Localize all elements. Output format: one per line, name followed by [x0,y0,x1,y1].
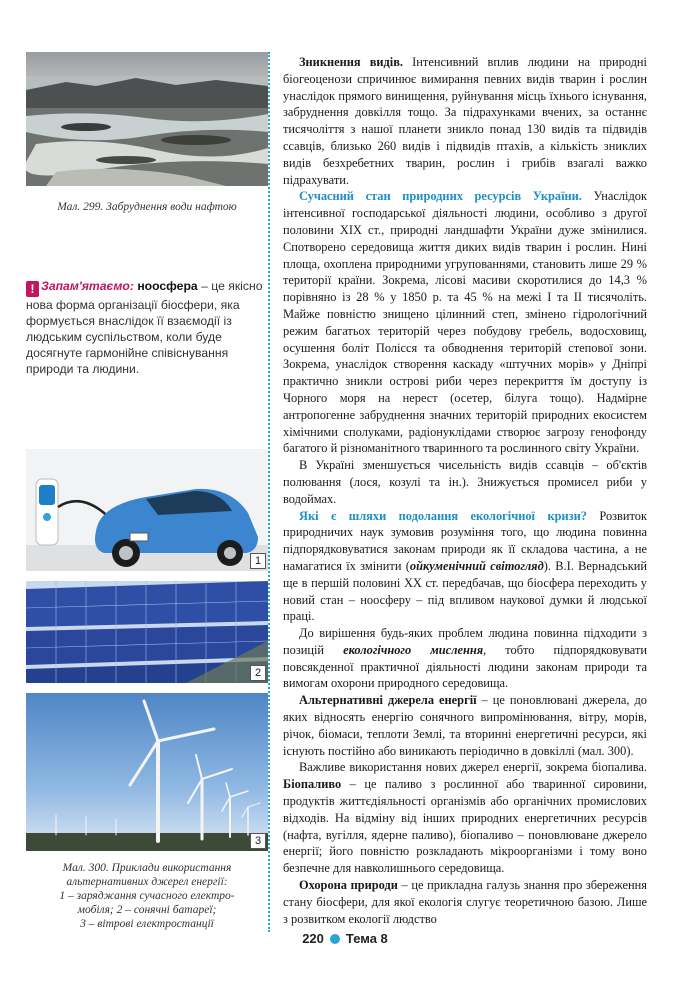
ev-charging-photo [26,449,268,571]
figure-badge-2: 2 [250,665,266,681]
main-text-column [283,54,647,927]
column-divider [268,52,270,932]
paragraph-text: , тобто підпорядковувати повсякденної практичної діяльності людини законам природи та вимогам охорони природного середовища. [283,642,648,691]
caption-line: 3 – вітрові електростанції [80,918,214,930]
paragraph-species-extinction [283,54,647,188]
memo-exclamation-icon: ! [26,281,39,297]
solar-panels-photo [26,581,268,683]
key-term: ойкуменічний світогляд [409,558,544,573]
figure-299-caption: Мал. 299. Забруднення води нафтою [57,201,237,213]
left-column [26,52,268,931]
section-heading: Сучасний стан природних ресурсів України. [299,189,582,204]
footer-dot-icon [330,934,340,944]
paragraph-mammals [283,457,647,507]
paragraph-text: – це поновлювані джерела, до яких відносять енергію сонячного випромінювання, вітру, морів, річок, біомаси, теплоти Землі, та вторинні енергетичні ресурси, які існують постійно або виникають періодично в довкіллі (мал. 300). [283,693,647,758]
paragraph-text: До вирішення будь-яких проблем людина повинна підходити з позицій [283,626,647,657]
paragraph-text: Розвиток природничих наук зумовив розуміння того, що людина повинна підпорядковуватися законам природи як її складова частина, а не намагатися їх змінити ( [283,508,648,573]
lead-term: Охорона природи [299,878,398,893]
paragraph-biofuel [283,759,647,877]
paragraph-text: – це прикладна галузь знання про збереження стану біосфери, для якої екологія слугує теоретичною базою. Лише з розвитком екології людство [283,878,647,926]
lead-term: Біопаливо [283,777,342,792]
paragraph-text: В Україні зменшується чисельність видів ссавців – об'єктів полювання (лося, козулі та ін.). Знижується промисел риби у водоймах. [283,458,647,506]
key-term: екологічного мислення [343,642,484,657]
paragraph-text: Інтенсивний вплив людини на природні біогеоценози спричинює вимирання певних видів тварин і рослин унаслідок прямого винищення, руйнування місць їхнього існування, забруднення довкілля тощо. За підрахунками вчених, за останнє тисячоліття з нашої планети зникло понад 130 видів та підвидів ссавців, близько 260 видів і підвидів птахів, а кількість зниклих видів безхребетних тварин, рослин і грибів взагалі важко підрахувати. [283,55,647,187]
wind-turbines-photo [26,693,268,851]
caption-line: Мал. 300. Приклади використання [62,862,232,874]
paragraph-crisis-ways [283,508,647,626]
paragraph-text: Унаслідок інтенсивної господарської діяльності людини, особливо з другої половини XIX ст., природні ландшафти України дуже змінилися. Спотворено середовища життя диких видів тварин і рослин. Нині площа, охоплена природними угрупованнями, становить лише 29 % території країни. Зокрема, лісові масиви скоротилися до 14,3 % порівняно із 28 % у 1850 р. та 45 % на межі I та II тисячоліть. Майже повністю знищено цілинний степ, змінено гідрологічний режим багатьох територій через побудову гребель, водосховищ, осушення боліт Полісся та обводнення територій степової зони. Зокрема, унаслідок створення каскаду «штучних морів» у Дніпрі практично зникли острові риби через перекриття їм доступу із Чорного моря на нерест (осетер, білуга тощо). Надмірне антропогенне забруднення значних територій природних екосистем хімічними сполуками, радіонуклідами створює загрозу генофонду багатого й різноманітного тваринного та рослинного світу України. [283,189,647,456]
section-heading: Які є шляхи подолання екологічної кризи? [299,508,587,523]
topic-label: Тема 8 [345,931,388,946]
caption-line: 1 – заряджання сучасного електро- [59,890,235,902]
lead-term: Зникнення видів. [299,55,404,69]
paragraph-ecological-thinking [283,625,647,692]
memo-box [26,278,268,377]
paragraph-text: Важливе використання нових джерел енергії, зокрема біопалива. [299,760,647,775]
memo-term: ноосфера [137,279,198,293]
memo-label: Запам'ятаємо: [41,279,134,293]
figure-badge-3: 3 [250,833,266,849]
paragraph-text: – це паливо з рослинної або тваринної сировини, продуктів життєдіяльності організмів або органічних промислових відходів. На відміну від інших природних енергетичних ресурсів (нафта, вугілля, ядерне паливо), біопаливо – поновлюване джерело енергії; його повністю розкладають мікроорганізми і тому воно безпечне для навколишнього середовища. [283,777,647,876]
page-number: 220 [302,931,324,946]
page-footer [0,931,690,946]
oil-pollution-photo [26,52,268,186]
paragraph-ukraine-resources [283,188,647,457]
paragraph-nature-protection [283,877,647,927]
figure-300-caption [26,861,268,931]
caption-line: альтернативних джерел енергії: [66,876,228,888]
paragraph-alternative-energy [283,692,647,759]
lead-term: Альтернативні джерела енергії [299,693,477,708]
paragraph-text: ). В.І. Вернадський ще в першій половині XX ст. передбачав, що біосфера переходить у новий стан – ноосферу – під впливом наукової думки й людської праці. [283,558,647,624]
figure-badge-1: 1 [250,553,266,569]
memo-text: – це якісно нова форма організації біосфери, яка формується внаслідок її взаємодії із людським суспільством, коли буде досягнуте гармонійне співіснування природи та людини. [26,279,263,376]
caption-line: мобіля; 2 – сонячні батареї; [77,904,217,916]
